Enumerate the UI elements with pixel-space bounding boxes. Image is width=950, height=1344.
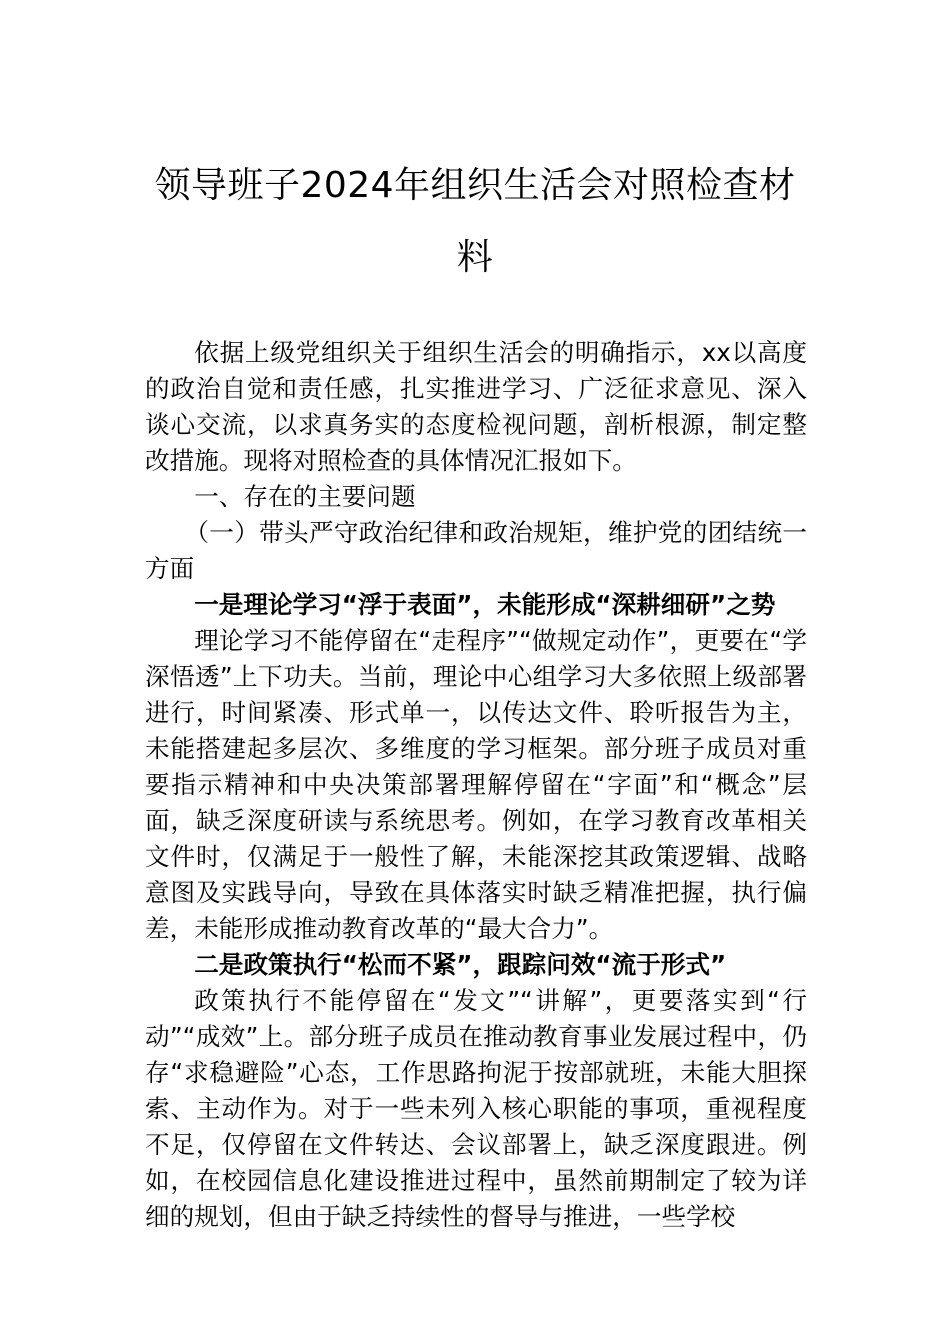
section-heading: 一、存在的主要问题 [194,482,416,511]
point1-paragraph: 理论学习不能停留在“走程序”“做规定动作”，更要在“学深悟透”上下功夫。当前，理论中心组学习大多依照上级部署进行，时间紧凑、形式单一，以传达文件、聆听报告为主，未能搭建起多层次、多维度的学习框架。部分班子成员对重要指示精神和中央决策部署理解停留在“字面”和“概念”层面，缺乏深度研读与系统思考。例如，在学习教育改革相关文件时，仅满足于一般性了解，未能深挖其政策逻辑、战略意图及实践导向，导致在具体落实时缺乏精准把握，执行偏差，未能形成推动教育改革的“最大合力”。 [145,626,807,943]
subsection-heading: （一）带头严守政治纪律和政治规矩，维护党的团结统一方面 [145,518,807,583]
point2-paragraph: 政策执行不能停留在“发文”“讲解”，更要落实到“行动”“成效”上。部分班子成员在推动教育事业发展过程中，仍存“求稳避险”心态，工作思路拘泥于按部就班，未能大胆探索、主动作为。对于一些未列入核心职能的事项，重视程度不足，仅停留在文件转达、会议部署上，缺乏深度跟进。例如，在校园信息化建设推进过程中，虽然前期制定了较为详细的规划，但由于缺乏持续性的督导与推进，一些学校 [145,986,807,1231]
point1-heading: 一是理论学习“浮于表面”，未能形成“深耕细研”之势 [194,590,776,619]
document-body [145,335,807,1235]
document-title: 领导班子2024年组织生活会对照检查材料 [154,165,796,278]
point2-heading: 二是政策执行“松而不紧”，跟踪问效“流于形式” [194,950,727,979]
intro-paragraph: 依据上级党组织关于组织生活会的明确指示，xx以高度的政治自觉和责任感，扎实推进学习、广泛征求意见、深入谈心交流，以求真务实的态度检视问题，剖析根源，制定整改措施。现将对照检查的具体情况汇报如下。 [145,338,807,475]
